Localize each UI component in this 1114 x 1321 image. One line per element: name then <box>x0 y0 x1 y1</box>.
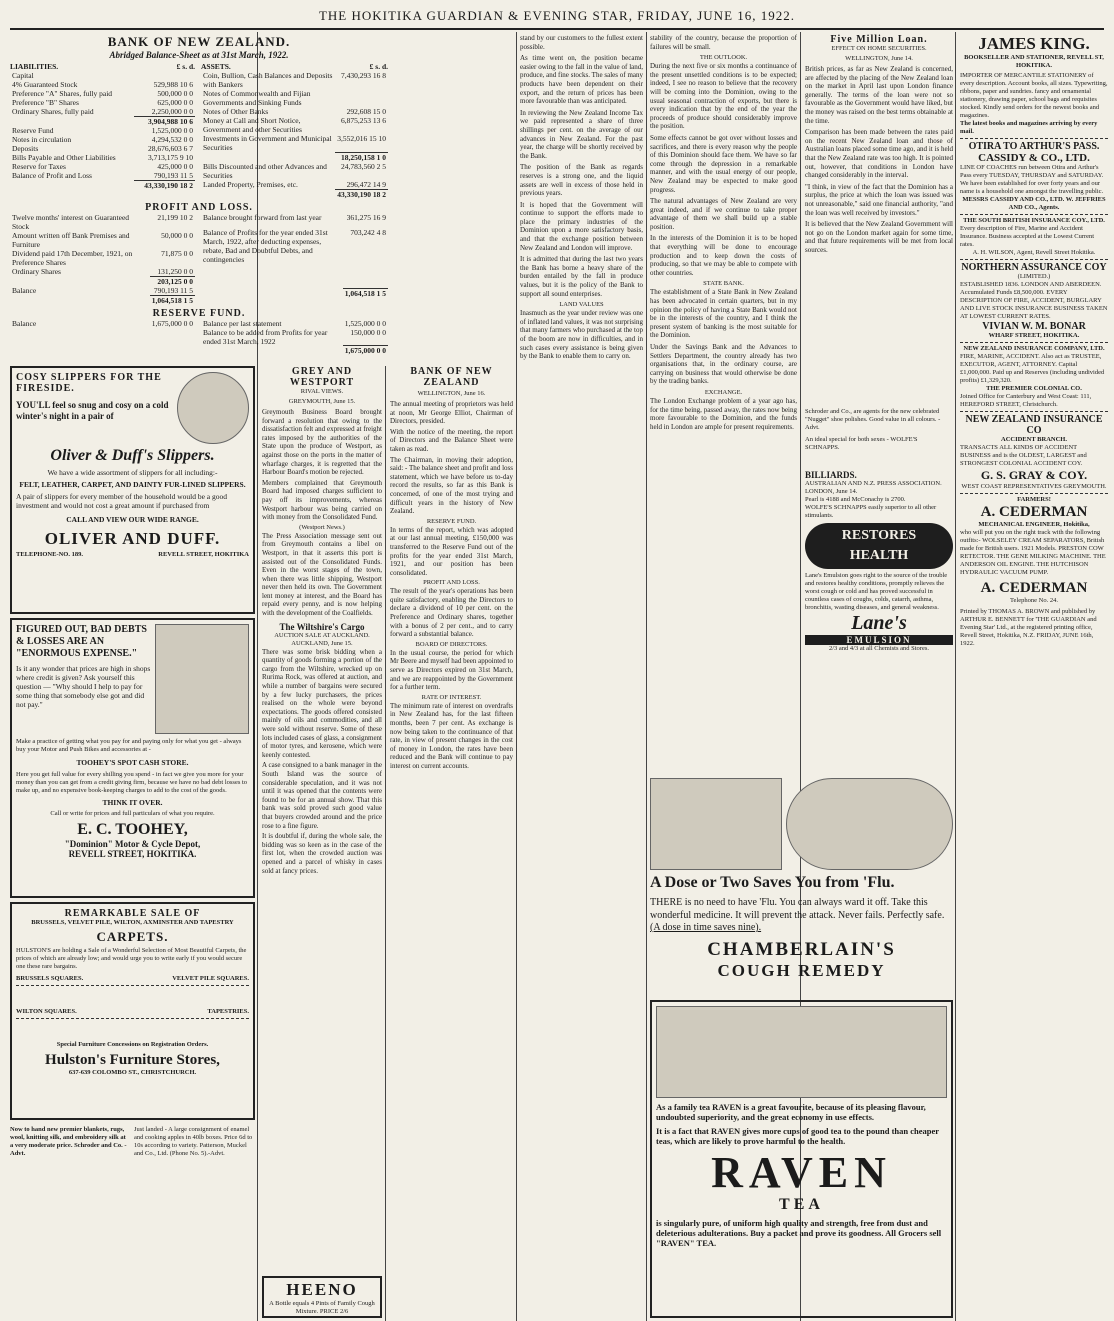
billiards-sub: AUSTRALIAN AND N.Z. PRESS ASSOCIATION. <box>805 480 942 487</box>
ledger-row <box>10 171 195 181</box>
article-title: Five Million Loan. <box>830 34 928 45</box>
grey-westport-article <box>262 366 382 1271</box>
bnz-article-continued <box>520 34 643 1318</box>
hulston-title: REMARKABLE SALE OF <box>64 908 201 919</box>
ledger-row <box>201 152 388 162</box>
cederman-sub: MECHANICAL ENGINEER, Hokitika, <box>978 521 1090 528</box>
ledger-value: 21,199 10 2 <box>157 212 193 222</box>
ledger-label: Bills Discounted and other Advances and Securities <box>203 161 327 180</box>
ledger-row <box>201 288 388 304</box>
ledger-label: Reserve Fund <box>12 126 54 135</box>
article-paragraph: The result of the year's operations has been quite satisfactory, enabling the Directors to declare a dividend of 10 per cent. on the Preference and Ordinary shares, together with a bonus of 2 per cent., and to carry forward a substantial balance. <box>390 587 513 639</box>
ledger-label: Balance to be added from Profits for year ended 31st March, 1922 <box>203 327 328 346</box>
ledger-label: Dividend paid 17th December, 1921, on Preference Shares <box>12 248 133 267</box>
gray-title: G. S. GRAY & COY. <box>980 468 1088 482</box>
lanes-brand: Lane's <box>851 612 907 634</box>
cederman-head: FARMERS! <box>1017 496 1051 503</box>
ledger-row <box>201 189 388 199</box>
ledger-label <box>10 181 134 191</box>
column-rule <box>516 32 517 1321</box>
slippers-line3: A pair of slippers for every member of the household would be a good investment and would not cost a great amount if purchased from <box>16 492 227 510</box>
hulston-sub: BRUSSELS, VELVET PILE, WILTON, AXMINSTER AND TAPESTRY <box>31 919 234 926</box>
reserve-fund-debit <box>10 319 195 356</box>
slippers-phone: TELEPHONE-NO. 189. <box>16 551 83 558</box>
nurse-illustration <box>650 778 782 870</box>
article-subhead: The Wiltshire's Cargo <box>279 621 365 632</box>
ledger-label <box>201 189 335 199</box>
ledger-value: 43,330,190 18 2 <box>134 181 195 191</box>
ledger-value: 7,430,293 16 8 <box>341 71 386 80</box>
ledger-row <box>10 319 195 356</box>
ledger-label: Ordinary Shares, fully paid <box>12 107 94 116</box>
article-subhead: PROFIT AND LOSS. <box>423 579 480 587</box>
article-subhead: LAND VALUES <box>559 301 604 309</box>
ledger-row <box>201 107 388 116</box>
hulston-col-b: VELVET PILE SQUARES. <box>172 975 249 982</box>
ledger-row <box>10 286 195 296</box>
ledger-label: Capital <box>12 71 34 80</box>
ledger-label: Balance per last statement <box>203 318 282 328</box>
ledger-value: 500,000 0 0 <box>157 89 193 98</box>
ledger-label: Reserve for Taxes <box>12 162 66 171</box>
article-paragraph: It is hoped that the Government will continue to support the efforts made to place the primary industries of the Dominion upon a more satisfactory basis, and that the exchange position between New Zealand and London will improve. <box>520 200 643 252</box>
ledger-label: Preference "A" Shares, fully paid <box>12 89 113 98</box>
article-paragraph: It is doubtful if, during the whole sale, the bidding was so keen as in the case of the first lot, when the crowded auction was opened and a parcel of whisky in cases sold at fancy prices. <box>262 832 382 875</box>
flu-body: THERE is no need to have 'Flu. You can always ward it off. Take this wonderful medicine. It will prevent the attack. Never fails. Perfectly safe. <box>650 897 945 921</box>
ledger-value: 4,294,532 0 0 <box>151 135 193 144</box>
article-paragraph: The London Exchange problem of a year ago has, for the time being, passed away, the rates now being more favourable to the Dominion, and the funds held in London are ample for present requirements. <box>650 396 797 431</box>
premier-colonial-body: Joined Office for Canterbury and West Coast: 111, HEREFORD STREET, Christchurch. <box>960 393 1092 408</box>
health-label: HEALTH <box>849 548 909 563</box>
article-paragraph: In terms of the report, which was adopted at our last annual meeting, £150,000 was transferred to the Reserve Fund out of the profits for the year ended 31st March, 1921, and our position has been consolidated. <box>390 525 513 577</box>
cederman-body: who will put you on the right track with the following outfits:- WOLSELEY CREAM SEPARATORS, British made for British users. 1921 Models. PRESTON COW RETECTOR. THE GENE MILKING MACHINE. THE ANDERSON OIL ENGINE. THE HUTCHISON HYDRAULIC VACUUM PUMP. <box>960 529 1106 576</box>
raven-tea-label: TEA <box>779 1196 824 1213</box>
ledger-value: 1,525,000 0 0 <box>344 318 386 328</box>
article-paragraph: Members complained that Greymouth Board had imposed charges sufficient to pay off its improvements, whereas Westport harbour was being carried on with money from the Consolidated Fund. <box>262 478 382 522</box>
raven-mid: It is a fact that RAVEN gives more cups of good tea to the pound than cheaper teas, which are likely to prove harmful to the health. <box>656 1126 939 1146</box>
ledger-row <box>10 135 195 144</box>
article-paragraph: In the interests of the Dominion it is to be hoped that everything will be done to encourage production and to keep down the costs of producing, so that we may be able to compete with other countries. <box>650 234 797 277</box>
ledger-row <box>201 228 388 289</box>
northern-assurance-title: NORTHERN ASSURANCE COY <box>961 262 1107 273</box>
toohey-firm: E. C. TOOHEY, <box>77 821 188 838</box>
toohey-pitch: Make a practice of getting what you pay for and paying only for what you get - always buy your Motor and Push Bikes and accessories at - <box>16 738 242 753</box>
ledger-value: 1,675,000 0 0 <box>344 346 386 355</box>
nz-insurance-title: NEW ZEALAND INSURANCE COMPANY, LTD. <box>963 345 1105 352</box>
ledger-row <box>10 267 195 277</box>
ledger-label: Ordinary Shares <box>12 266 61 276</box>
slippers-ad <box>10 366 255 614</box>
otira-title: OTIRA TO ARTHUR'S PASS. <box>968 141 1100 152</box>
james-king-foot: The latest books and magazines arriving by every mail. <box>960 120 1098 135</box>
northern-assurance-sign: VIVIAN W. M. BONAR <box>982 321 1086 332</box>
article-paragraph: stability of the country, because the proportion of failures will be small. <box>650 34 797 51</box>
restores-label: RESTORES <box>841 528 917 543</box>
ledger-label: Landed Property, Premises, etc. <box>203 179 298 189</box>
article-paragraph: Under the Savings Bank and the Advances to Settlers Department, the country already has two organisations that, in the ordinary course, are carrying on business that would otherwise be done by the trading banks. <box>650 343 797 386</box>
article-paragraph: In reviewing the New Zealand Income Tax we paid represented a share of three shillings per cent. on the average of our advances in New Zealand. For the past year, the charge will be shortly received by the Bank. <box>520 108 643 160</box>
ledger-value: 28,676,603 6 7 <box>148 144 193 153</box>
article-paragraph: stand by our customers to the fullest extent possible. <box>520 34 643 51</box>
article-paragraph: Comparison has been made between the rates paid on the recent New Zealand loan and those of Australian loans placed some time ago, and it is held that the New Zealand rate was too high. It is pointed out, however, that conditions in London have changed considerably in the interval. <box>805 128 953 180</box>
article-paragraph: With the notice of the meeting, the report of Directors and the Balance Sheet were taken as read. <box>390 427 513 453</box>
toohey-ad <box>10 618 255 898</box>
tea-scene-illustration <box>656 1006 947 1098</box>
toohey-street: REVELL STREET, HOKITIKA. <box>68 849 197 859</box>
ledger-value: 1,525,000 0 0 <box>151 126 193 135</box>
slippers-lead: YOU'LL feel so snug and cosy on a cold winter's night in a pair of <box>16 400 169 421</box>
reserve-fund-credit <box>201 319 388 356</box>
ledger-label: Notes of Other Banks <box>203 107 269 116</box>
article-subhead: RATE OF INTEREST. <box>421 693 482 701</box>
article-subhead: EXCHANGE. <box>704 388 743 396</box>
ledger-label <box>201 288 343 304</box>
ledger-row <box>10 98 195 107</box>
ledger-value: 24,783,560 2 5 <box>341 161 386 171</box>
lanes-emulsion-label: EMULSION <box>805 635 953 645</box>
ledger-row <box>201 328 388 346</box>
raven-brand: RAVEN <box>711 1148 892 1197</box>
article-paragraph: As time went on, the position became easier owing to the fall in the value of land, produce, and fine stocks. The sales of many products have been dependent on their export, and the return of prices has been more favourable than was anticipated. <box>520 54 643 106</box>
hulston-carpets: CARPETS. <box>96 929 169 944</box>
article-title: BANK OF NEW ZEALAND <box>410 366 493 388</box>
ledger-value: 150,000 0 0 <box>350 327 386 337</box>
northern-assurance-body: ESTABLISHED 1836. LONDON AND ABERDEEN. Accumulated Funds £8,500,000. EVERY DESCRIPTION OF FIRE, ACCIDENT, BURGLARY AND LIVE STOCK INSURANCE BUSINESS TAKEN AT LOWEST CURRENT RATES. <box>960 281 1108 320</box>
article-paragraph: In the usual course, the period for which Mr Beere and myself had been appointed to serve as Directors expired on 31st March, and we are reappointed by the Government for a further term. <box>390 648 513 692</box>
bnz-balance-sheet <box>10 34 388 359</box>
ledger-value: 1,675,000 0 0 <box>151 318 193 328</box>
heeno-ad <box>262 1276 382 1318</box>
article-dateline: AUCKLAND, June 15. <box>291 639 353 647</box>
cough-remedy-brand: COUGH REMEDY <box>717 961 886 980</box>
assets-table <box>201 71 388 199</box>
ledger-value: 6,875,253 13 6 <box>341 116 386 125</box>
ledger-label: Investments in Government and Municipal Securities <box>203 134 332 152</box>
ledger-label <box>10 276 150 286</box>
article-subhead: (Westport News.) <box>299 523 345 531</box>
imprint: Printed by THOMAS A. BROWN and published by ARTHUR E. BENNETT for 'THE GUARDIAN and Evening Star' Ltd., at the registered printing office, Revell Street, Hokitika, N.Z. FRIDAY, JUNE 16th, 1922. <box>960 608 1097 647</box>
article-subtitle: EFFECT ON HOME SECURITIES. <box>831 45 927 52</box>
schroder-nugget-note <box>805 408 953 468</box>
james-king-title: JAMES KING. <box>978 34 1090 53</box>
profit-loss-title: PROFIT AND LOSS. <box>145 201 253 213</box>
toohey-think: THINK IT OVER. <box>102 798 163 807</box>
otira-body: LINE OF COACHES run between Otira and Arthur's Pass every TUESDAY, THURSDAY and SATURDAY. We have been established for over forty years and our name is a household one amongst the travelling public. <box>960 164 1104 195</box>
ledger-value: 703,242 4 8 <box>350 227 386 237</box>
column-rule <box>955 32 956 1321</box>
ledger-value: 296,472 14 9 <box>346 179 386 189</box>
south-british-body: Every description of Fire, Marine and Accident Insurance. Business accepted at the Lowest Current rates. <box>960 225 1095 248</box>
patterson-note-text: Just landed - A large consignment of enamel and cooking apples in 40lb boxes. Price 6d to 10s according to variety. Patterson, Muckel and Co., Ltd. (Phone No. 5).-Advt. <box>134 1126 253 1157</box>
ledger-value: 529,988 10 6 <box>153 80 193 89</box>
slippers-street: REVELL STREET, HOKITIKA <box>158 551 249 558</box>
ledger-row <box>10 231 195 249</box>
ledger-label: Notes in circulation <box>12 135 72 144</box>
article-paragraph: The Press Association message sent out from Greymouth contains a libel on Westport, in that it asserts this port is assisted out of the Consolidated Funds. Even in the worst stages of the town, when there was little shipping, Westport never then held its own. The Government lent money at interest, and the Board has repaid every penny, and is now helping with the development of the Coalfields. <box>262 531 382 618</box>
ledger-label: 4% Guaranteed Stock <box>12 80 78 89</box>
currency-label: £ s. d. <box>176 62 195 71</box>
ledger-row <box>10 71 195 80</box>
man-illustration <box>155 624 249 734</box>
otira-firm: CASSIDY & CO., LTD. <box>978 152 1090 164</box>
billiards-p1: Pearl is 4188 and McConachy is 2700. <box>805 496 906 503</box>
ledger-value: 3,713,175 9 10 <box>148 153 193 162</box>
nz-insurance-body: FIRE, MARINE, ACCIDENT. Also act as TRUSTEE, EXECUTOR, AGENT, ATTORNEY. Capital £1,000,000. Paid up and Reserves (including undivided profits) £1,329,320. <box>960 353 1105 384</box>
ledger-row <box>10 153 195 162</box>
ledger-row <box>201 319 388 328</box>
cederman-title-2: A. CEDERMAN <box>980 580 1088 596</box>
ledger-row <box>10 89 195 98</box>
liabilities-label: LIABILITIES. <box>10 62 59 71</box>
article-subtitle: RIVAL VIEWS. <box>300 388 344 395</box>
article-dateline: WELLINGTON, June 16. <box>417 390 486 397</box>
article-paragraph: Some effects cannot be got over without losses and sacrifices, and there is every reason why the people of this Dominion should face them. We have so far come through the depression in a remarkable manner, and with the usual energy of our people, New Zealand may be expected to make good progress. <box>650 133 797 194</box>
raven-tea-ad <box>650 1000 953 1318</box>
profit-loss-credit <box>201 213 388 305</box>
raven-foot: is singularly pure, of uniform high quality and strength, free from dust and deleterious adulterations. Buy a packet and prove its goodness. All Grocers sell "RAVEN" TEA. <box>656 1218 942 1248</box>
ledger-label: Balance <box>12 318 37 328</box>
ledger-value: 790,193 11 5 <box>153 171 193 180</box>
nugget-note-text: Schroder and Co., are agents for the new celebrated "Nugget" shoe polishes. Good value in all colours. - Advt. <box>805 408 941 431</box>
james-king-body: IMPORTER OF MERCANTILE STATIONERY of every description. Account books, all sizes. Typewriting, ribbons, paper and sundries. fancy and ornamental stationery, drawing paper, school bags and requisites stocked. Kindly send orders for the newest books and magazines. <box>960 72 1108 119</box>
ledger-label <box>201 346 343 356</box>
article-title: GREY AND WESTPORT <box>289 366 355 388</box>
slippers-line4: CALL AND VIEW OUR WIDE RANGE. <box>66 515 199 524</box>
article-paragraph: A case consigned to a bank manager in the South Island was the source of considerable speculation, and it was not until it was opened that the contents were found to be for an annual show. That this bank was sold proved such good value that buyers crowded around and the price rose to a fine figure. <box>262 761 382 830</box>
slippers-line1: We have a wide assortment of slippers for all including:- <box>47 468 218 477</box>
liabilities-table <box>10 71 195 190</box>
ledger-row <box>10 181 195 191</box>
ledger-row <box>201 71 388 89</box>
toohey-body: Is it any wonder that prices are high in shops where credit is given? Ask yourself this question — "Why should I help to pay for some thing that somebody else got and did not pay." <box>16 664 151 709</box>
bnz-article-continued-2 <box>650 34 797 774</box>
nz-insurance-2-title: NEW ZEALAND INSURANCE CO <box>965 414 1103 436</box>
toohey-sub: "Dominion" Motor & Cycle Depot, <box>64 839 201 849</box>
james-king-sub: BOOKSELLER AND STATIONER, REVELL ST, HOKITIKA. <box>964 54 1104 69</box>
ledger-label: Preference "B" Shares <box>12 98 79 107</box>
hulston-col-d: TAPESTRIES. <box>207 1008 249 1015</box>
balance-sheet-title: BANK OF NEW ZEALAND. <box>107 34 291 49</box>
right-column <box>960 34 1108 1318</box>
profit-loss-debit <box>10 213 195 305</box>
column-rule <box>385 366 386 1321</box>
ledger-value: 203,125 0 0 <box>150 276 195 286</box>
article-paragraph: The minimum rate of interest on overdrafts in New Zealand has, for the last fifteen months, been 7 per cent. As exchange is now being taken to the continuance of that rate, in view of present changes in the cost of money in London, the rates have been reduced and the Bank will continue to pay interest on current accounts. <box>390 701 513 770</box>
south-british-sign: A. H. WILSON, Agent, Revell Street Hokitika. <box>972 249 1096 256</box>
ledger-row <box>201 346 388 356</box>
ledger-row <box>10 213 195 231</box>
hulston-body: HULSTON'S are holding a Sale of a Wonderful Selection of Most Beautiful Carpets, the prices of which are already low; and would urge you to write early if you would secure one these rare bargains. <box>16 947 247 970</box>
lanes-emulsion-ad <box>805 470 953 774</box>
ledger-value: 50,000 0 0 <box>161 230 193 240</box>
article-paragraph: It is admitted that during the last two years the Bank has borne a heavy share of the burden entailed by the fall in produce values, but it is the policy of the Bank to support all sound enterprises. <box>520 255 643 298</box>
article-subhead: AUCTION SALE AT AUCKLAND. <box>274 631 370 639</box>
flu-headline: A Dose or Two Saves You from 'Flu. <box>650 874 895 891</box>
schnapps-note-text: An ideal special for both sexes - WOLFE'S SCHNAPPS. <box>805 436 918 451</box>
ledger-row <box>10 249 195 267</box>
raven-top: As a family tea RAVEN is a great favourite, because of its pleasing flavour, undoubted superiority, and the great economy in use effects. <box>656 1102 926 1122</box>
ledger-value: 292,608 15 0 <box>346 107 386 116</box>
ledger-value: 3,552,016 15 10 <box>337 134 386 143</box>
slippers-title: COSY SLIPPERS FOR THE FIRESIDE. <box>16 372 162 394</box>
lanes-price: 2/3 and 4/3 at all Chemists and Stores. <box>828 645 930 652</box>
slippers-brand: Oliver & Duff's Slippers. <box>50 447 215 464</box>
billiards-title: BILLIARDS. <box>805 470 857 480</box>
ledger-label: Balance of Profits for the year ended 31st March, 1922, after deducting expenses, rebate, Bad and Doubtful Debts, and contingencies <box>203 227 328 264</box>
ledger-value: 1,064,518 1 5 <box>151 295 193 305</box>
toohey-note: Here you get full value for every shilling you spend - in fact we give you more for your money than you can get from a credit giving firm, because we have no bad debt losses to make up, and no expensive book-keeping charges to add to the cost of the goods. <box>16 771 248 794</box>
article-dateline: WELLINGTON, June 14. <box>845 55 913 62</box>
article-paragraph: There was some brisk bidding when a quantity of goods forming a portion of the cargo from the Wiltshire, wrecked up on Rurima Rock, was offered at auction, and while a number of bargains were secured by a few lucky purchasers, the prices realised on the whole were beyond expectations. The goods offered consisted mainly of oils and commodities, and all were sold without reserve. Some of these lots included cases of glass, a consignment of motor tyres, and kerosene, which were keenly contested. <box>262 647 382 759</box>
ledger-value: 2,250,000 0 0 <box>151 107 193 116</box>
ledger-label: Amount written off Bank Premises and Furniture <box>12 230 130 249</box>
hulston-col-a: BRUSSELS SQUARES. <box>16 975 84 982</box>
ledger-row <box>10 107 195 117</box>
article-paragraph: It is believed that the New Zealand Government will not go on the London market again for some time, and that future requirements will be met from local sources. <box>805 220 953 254</box>
heeno-caption: A Bottle equals 4 Pints of Family Cough Mixture. PRICE 2/6 <box>269 1300 375 1315</box>
ledger-row <box>201 213 388 228</box>
ledger-row <box>10 276 195 286</box>
ledger-row <box>201 180 388 190</box>
ledger-row <box>10 126 195 135</box>
article-paragraph: The natural advantages of New Zealand are very great indeed, and if we continue to take proper advantage of them we shall build up a stable position. <box>650 197 797 231</box>
article-paragraph: The Chairman, in moving their adoption, said: - The balance sheet and profit and loss statement, which we have before us to-day record the results, so far as this Bank is concerned, of one of the most trying and difficult years in the history of New Zealand. <box>390 455 513 516</box>
toohey-call: Call or write for prices and full particulars of what you require. <box>50 810 215 817</box>
ledger-value: 3,904,988 10 6 <box>134 117 195 127</box>
chamberlains-brand: CHAMBERLAIN'S <box>707 939 896 960</box>
ledger-row <box>201 116 388 134</box>
patterson-note <box>134 1126 256 1166</box>
ledger-value: 425,000 0 0 <box>157 162 193 171</box>
northern-assurance-sub: (LIMITED.) <box>1017 273 1051 280</box>
hulston-footer: Special Furniture Concessions on Registration Orders. <box>56 1041 209 1048</box>
south-british-title: THE SOUTH BRITISH INSURANCE COY., LTD. <box>963 217 1105 224</box>
ledger-label: Twelve months' interest on Guaranteed Stock <box>12 212 130 231</box>
flu-tag: (A dose in time saves nine). <box>650 922 762 933</box>
billiards-p2: WOLFE'S SCHNAPPS easily superior to all other stimulants. <box>805 504 937 519</box>
heeno-brand: HEENO <box>286 1280 358 1299</box>
otira-foot: MESSRS CASSIDY AND CO., LTD. W. JEFFRIES AND CO., Agents. <box>962 196 1106 211</box>
ledger-row <box>10 295 195 305</box>
article-subhead: BOARD OF DIRECTORS. <box>415 640 488 648</box>
article-paragraph: The establishment of a State Bank in New Zealand has been advocated in certain quarters, but in my opinion the policy of having a State Bank would not be in the interests of the country, and I think the present system of banking is the most suitable for the Dominion. <box>650 288 797 340</box>
masthead: THE HOKITIKA GUARDIAN & EVENING STAR, FRIDAY, JUNE 16, 1922. <box>10 4 1104 30</box>
bottle-illustration <box>786 778 953 870</box>
assets-label: ASSETS. <box>201 62 231 71</box>
ledger-row <box>10 162 195 171</box>
article-paragraph: Inasmuch as the year under review was one of inflated land values, it was not surprising that many farmers who purchased at the top of the boom are now in difficulties, and in such cases every assistance is being given by the Bank to enable them to carry on. <box>520 309 643 361</box>
ledger-label <box>10 295 150 305</box>
chamberlains-ad <box>650 778 953 996</box>
schroder-note <box>10 1126 130 1166</box>
currency-label: £ s. d. <box>369 62 388 71</box>
article-subhead: STATE BANK. <box>703 280 744 288</box>
hulston-ad <box>10 902 255 1120</box>
ledger-value <box>134 71 195 80</box>
slippers-firm: OLIVER AND DUFF. <box>44 529 221 548</box>
article-paragraph: The annual meeting of proprietors was held at noon, Mr George Elliot, Chairman of Directors, presided. <box>390 400 513 426</box>
column-rule <box>646 32 647 1321</box>
five-million-loan-article <box>805 34 953 404</box>
balance-sheet-subtitle: Abridged Balance-Sheet as at 31st March, 1922. <box>109 50 289 60</box>
ledger-label: Bills Payable and Other Liabilities <box>12 153 116 162</box>
toohey-store: TOOHEY'S SPOT CASH STORE. <box>76 758 189 767</box>
ledger-label: Money at Call and Short Notice, Government and other Securities <box>203 116 302 134</box>
ledger-label: Deposits <box>12 144 39 153</box>
ledger-value: 71,875 0 0 <box>161 248 193 258</box>
bnz-meeting-article <box>390 366 513 1318</box>
article-dateline: GREYMOUTH, June 15. <box>288 398 356 405</box>
ledger-label: Notes of Commonwealth and Fijian Governments and Sinking Funds <box>203 89 311 107</box>
hulston-firm: Hulston's Furniture Stores, <box>45 1052 220 1068</box>
article-paragraph: British prices, as far as New Zealand is concerned, are affected by the placing of the New Zealand loan on the market in April last upon London finance generally. The terms of the loan were not so favourable as the Government would have liked, but the money was raised on the best terms obtainable at the time. <box>805 65 953 125</box>
article-paragraph: Greymouth Business Board brought forward a resolution that owing to the dissatisfaction felt and expressed at freight rates imposed by the authorities of the State upon the produce of Westport, as against those on the ports in the matter of wharfage charges, it is regretted that the Harbour Board's motion be rejected. <box>262 408 382 477</box>
ledger-row <box>10 80 195 89</box>
ledger-row <box>10 117 195 127</box>
hulston-addr: 637-639 COLOMBO ST., CHRISTCHURCH. <box>68 1069 197 1076</box>
ledger-row <box>201 134 388 152</box>
gray-sub: WEST COAST REPRESENTATIVES GREYMOUTH. <box>961 483 1107 490</box>
ledger-value: 18,250,158 1 0 <box>335 152 388 162</box>
reserve-fund-title: RESERVE FUND. <box>152 307 246 319</box>
lanes-body: Lane's Emulsion goes right to the source of the trouble and restores healthy conditions, promptly relieves the worst cough or cold and has proved successful in countless cases of coughs, colds, catarrh, asthma, bronchitis, wasting diseases, and general weakness. <box>805 572 948 611</box>
schroder-note-text: Now to hand new premier blankets, rugs, wool, knitting silk, and embroidery silk at a very moderate price. Schroder and Co. - Advt. <box>10 1126 127 1157</box>
nz-insurance-2-sub: ACCIDENT BRANCH. <box>1001 436 1067 443</box>
billiards-dateline: LONDON, June 14. <box>805 488 858 495</box>
nz-insurance-2-body: TRANSACTS ALL KINDS OF ACCIDENT BUSINESS and is the OLDEST, LARGEST and STRONGEST COLONIAL ACCIDENT COY. <box>960 444 1087 467</box>
ledger-value: 790,193 11 5 <box>153 285 193 295</box>
slippers-line2: FELT, LEATHER, CARPET, AND DAINTY FUR-LINED SLIPPERS. <box>19 480 246 489</box>
cederman-title: A. CEDERMAN <box>980 504 1088 520</box>
restores-health-band <box>805 523 953 569</box>
ledger-value: 1,064,518 1 5 <box>343 288 388 304</box>
ledger-value <box>335 89 388 107</box>
article-paragraph: "I think, in view of the fact that the Dominion has a surplus, the price at which the loan was issued was not unreasonable," said one financial authority, "and the loan was well received by investors." <box>805 182 953 217</box>
slipper-illustration <box>177 372 249 444</box>
northern-assurance-addr: WHARF STREET, HOKITIKA. <box>988 332 1080 339</box>
cederman-phone: Telephone No. 24. <box>1010 597 1058 604</box>
hulston-col-c: WILTON SQUARES. <box>16 1008 77 1015</box>
ledger-value: 43,330,190 18 2 <box>337 189 386 199</box>
ledger-label: Balance of Profit and Loss <box>12 171 92 180</box>
ledger-label: Coin, Bullion, Cash Balances and Deposits with Bankers <box>203 71 333 89</box>
ledger-row <box>10 144 195 153</box>
article-paragraph: During the next five or six months a continuance of the present unsettled conditions is to be expected; indeed, I see no reason to believe that the recovery will be coming into the Dominion, owing to the usual seasonal contraction of exports, but there is every indication that by the end of the year the proceeds of produce should considerably improve the position. <box>650 62 797 131</box>
article-subhead: RESERVE FUND. <box>426 517 477 525</box>
ledger-value: 361,275 16 9 <box>346 212 386 222</box>
article-subhead: THE OUTLOOK. <box>699 54 748 62</box>
ledger-row <box>201 162 388 180</box>
ledger-value: 131,250 0 0 <box>157 266 193 276</box>
article-paragraph: The position of the Bank as regards reserves is a strong one, and the liquid assets are well in excess of those held in previous years. <box>520 163 643 198</box>
ledger-value: 625,000 0 0 <box>157 98 193 107</box>
ledger-label <box>201 152 335 162</box>
ledger-label: Balance <box>12 285 37 295</box>
ledger-row <box>201 89 388 107</box>
toohey-headline: FIGURED OUT, BAD DEBTS & LOSSES ARE AN "ENORMOUS EXPENSE." <box>16 624 147 659</box>
premier-colonial-title: THE PREMIER COLONIAL CO. <box>986 385 1082 392</box>
ledger-label: Balance brought forward from last year <box>203 212 322 222</box>
ledger-label <box>10 117 134 127</box>
